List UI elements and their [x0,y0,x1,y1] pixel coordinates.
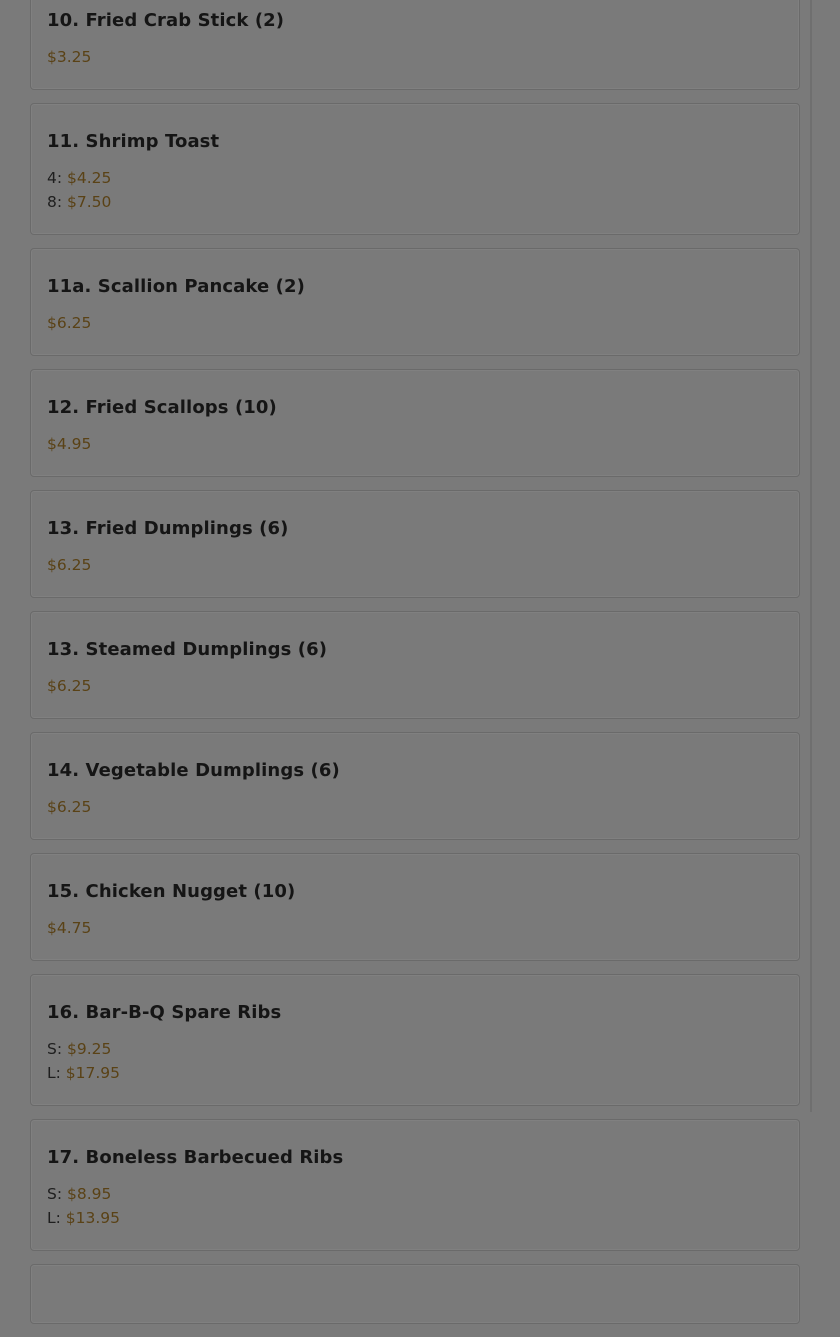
price-line [47,190,783,214]
price-line [47,432,783,456]
price-line [47,553,783,577]
price-line [47,795,783,819]
menu-item-card[interactable] [30,732,800,840]
item-title: 10. Fried Crab Stick (2) [47,10,285,31]
item-price: $9.25 [67,1040,112,1058]
item-price: $3.25 [47,48,92,66]
price-line [47,311,783,335]
menu-item-list [30,0,800,1337]
menu-item-card[interactable] [30,1119,800,1251]
size-label: L: [47,1209,61,1227]
price-line [47,166,783,190]
item-title: 14. Vegetable Dumplings (6) [47,760,340,781]
item-price: $4.95 [47,435,92,453]
item-title: 16. Bar-B-Q Spare Ribs [47,1002,282,1023]
menu-item-card[interactable] [30,103,800,235]
price-line [47,674,783,698]
menu-item-card[interactable] [30,248,800,356]
item-price: $4.25 [67,169,112,187]
item-title: 15. Chicken Nugget (10) [47,881,296,902]
item-price: $13.95 [65,1209,121,1227]
menu-item-card[interactable] [30,369,800,477]
item-price: $6.25 [47,677,92,695]
price-line [47,1061,783,1085]
price-line [47,1037,783,1061]
item-price: $7.50 [67,193,112,211]
size-label: 4: [47,169,63,187]
item-title: 13. Steamed Dumplings (6) [47,639,328,660]
price-line [47,45,783,69]
item-title: 12. Fried Scallops (10) [47,397,277,418]
item-title: 17. Boneless Barbecued Ribs [47,1147,344,1168]
item-price: $6.25 [47,556,92,574]
menu-item-card[interactable] [30,853,800,961]
size-label: 8: [47,193,63,211]
menu-item-card[interactable] [30,490,800,598]
scrollbar-track[interactable] [810,0,812,1112]
item-price: $4.75 [47,919,92,937]
price-line [47,1206,783,1230]
menu-item-card[interactable] [30,611,800,719]
item-price: $8.95 [67,1185,112,1203]
size-label: S: [47,1040,63,1058]
size-label: L: [47,1064,61,1082]
menu-item-card[interactable] [30,0,800,90]
item-price: $17.95 [65,1064,121,1082]
item-price: $6.25 [47,314,92,332]
item-title: 11a. Scallion Pancake (2) [47,276,305,297]
menu-item-card-partial[interactable] [30,1264,800,1324]
price-line [47,916,783,940]
item-price: $6.25 [47,798,92,816]
size-label: S: [47,1185,63,1203]
item-title: 11. Shrimp Toast [47,131,220,152]
price-line [47,1182,783,1206]
item-title: 13. Fried Dumplings (6) [47,518,289,539]
menu-item-card[interactable] [30,974,800,1106]
